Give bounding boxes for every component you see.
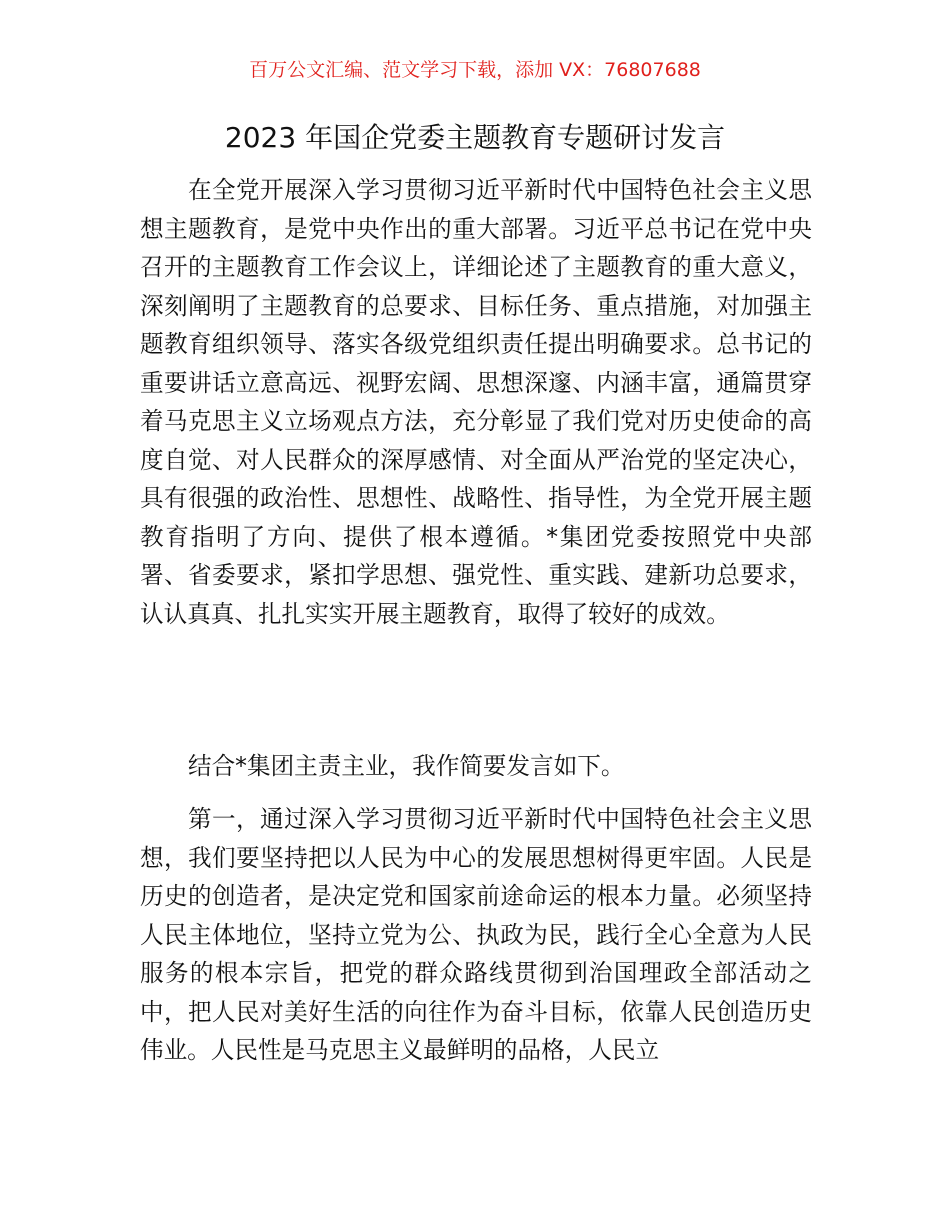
header-banner: 百万公文汇编、范文学习下载，添加 VX：76807688 [249, 59, 701, 81]
paragraph-point-one: 第一，通过深入学习贯彻习近平新时代中国特色社会主义思想，我们要坚持把以人民为中心的发展思想树得更牢固。人民是历史的创造者，是决定党和国家前途命运的根本力量。必须坚持人民主体地位，坚持立党为公、执政为民，践行全心全意为人民服务的根本宗旨，把党的群众路线贯彻到治国理政全部活动之中，把人民对美好生活的向往作为奋斗目标，依靠人民创造历史伟业。人民性是马克思主义最鲜明的品格，人民立 [140, 805, 812, 1064]
document-title: 2023 年国企党委主题教育专题研讨发言 [224, 121, 726, 154]
paragraph-intro: 在全党开展深入学习贯彻习近平新时代中国特色社会主义思想主题教育，是党中央作出的重大部署。习近平总书记在党中央召开的主题教育工作会议上，详细论述了主题教育的重大意义，深刻阐明了主题教育的总要求、目标任务、重点措施，对加强主题教育组织领导、落实各级党组织责任提出明确要求。总书记的重要讲话立意高远、视野宏阔、思想深邃、内涵丰富，通篇贯穿着马克思主义立场观点方法，充分彰显了我们党对历史使命的高度自觉、对人民群众的深厚感情、对全面从严治党的坚定决心，具有很强的政治性、思想性、战略性、指导性，为全党开展主题教育指明了方向、提供了根本遵循。*集团党委按照党中央部署、省委要求，紧扣学思想、强党性、重实践、建新功总要求，认认真真、扎扎实实开展主题教育，取得了较好的成效。 [140, 176, 812, 628]
paragraph-transition: 结合*集团主责主业，我作简要发言如下。 [188, 752, 625, 780]
